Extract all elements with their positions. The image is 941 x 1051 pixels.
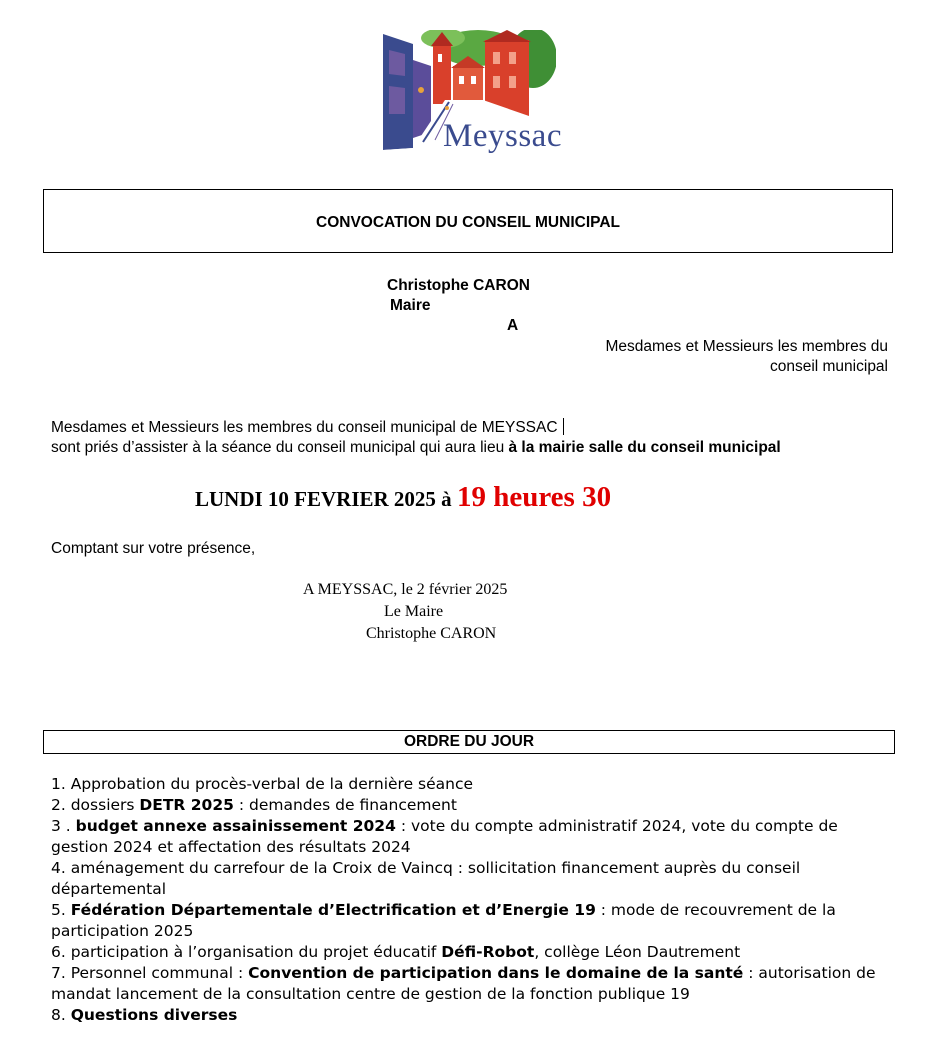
agenda-item bbox=[51, 774, 881, 795]
meeting-location: à la mairie salle du conseil municipal bbox=[508, 439, 781, 456]
closing-text: Comptant sur votre présence, bbox=[51, 540, 256, 557]
agenda-item-text: : demandes de financement bbox=[233, 796, 457, 814]
sender-name: Christophe CARON bbox=[387, 277, 530, 294]
agenda-item bbox=[51, 942, 881, 963]
agenda-item bbox=[51, 795, 881, 816]
agenda-item-bold: Questions diverses bbox=[70, 1006, 238, 1024]
agenda-list bbox=[51, 774, 881, 1026]
recipient-line-2: conseil municipal bbox=[769, 358, 888, 375]
body-line-1-text: Mesdames et Messieurs les membres du conseil municipal de MEYSSAC bbox=[51, 419, 558, 436]
agenda-item-bold: budget annexe assainissement 2024 bbox=[75, 817, 396, 835]
agenda-item bbox=[51, 963, 881, 1005]
agenda-heading: ORDRE DU JOUR bbox=[403, 733, 535, 750]
agenda-item bbox=[51, 816, 881, 858]
agenda-item-prefix: 2. dossiers bbox=[51, 796, 140, 814]
agenda-item-text: aménagement du carrefour de la Croix de Vaincq : sollicitation financement auprès du conseil départemental bbox=[51, 859, 801, 898]
agenda-item-text: : mode de recouvrement de la participation 2025 bbox=[51, 901, 836, 940]
body-line-2-text: sont priés d’assister à la séance du conseil municipal qui aura lieu bbox=[51, 439, 509, 456]
agenda-item-text: , collège Léon Dautrement bbox=[534, 943, 741, 961]
agenda-item-text: : vote du compte administratif 2024, vote du compte de gestion 2024 et affectation des résultats 2024 bbox=[51, 817, 838, 856]
text-cursor bbox=[563, 418, 565, 435]
title-box bbox=[43, 189, 893, 253]
document-title: CONVOCATION DU CONSEIL MUNICIPAL bbox=[316, 214, 620, 231]
recipient-line-1: Mesdames et Messieurs les membres du bbox=[605, 338, 888, 355]
agenda-item-text: : autorisation de mandat lancement de la consultation centre de gestion de la fonction publique 19 bbox=[51, 964, 876, 1003]
agenda-item-prefix: 1. bbox=[51, 775, 71, 793]
signature-role: Le Maire bbox=[384, 603, 444, 620]
body-line-1 bbox=[51, 418, 564, 437]
signature-place-date: A MEYSSAC, le 2 février 2025 bbox=[303, 581, 508, 598]
agenda-item-text: Approbation du procès-verbal de la dernière séance bbox=[70, 775, 474, 793]
meeting-time: 19 heures 30 bbox=[456, 481, 612, 513]
agenda-item-prefix: 3 . bbox=[51, 817, 76, 835]
agenda-item-bold: Fédération Départementale d’Electrification et d’Energie 19 bbox=[70, 901, 596, 919]
agenda-item-prefix: 5. bbox=[51, 901, 71, 919]
agenda-item-bold: Défi-Robot bbox=[441, 943, 535, 961]
agenda-item-prefix: 4. bbox=[51, 859, 71, 877]
agenda-item bbox=[51, 858, 881, 900]
agenda-item bbox=[51, 1005, 881, 1026]
signature-name: Christophe CARON bbox=[366, 625, 497, 642]
agenda-item-prefix: 6. participation à l’organisation du projet éducatif bbox=[51, 943, 442, 961]
meyssac-logo bbox=[383, 30, 562, 154]
agenda-item-bold: DETR 2025 bbox=[139, 796, 234, 814]
meeting-datetime bbox=[195, 481, 611, 514]
body-line-2 bbox=[51, 439, 781, 457]
to-word: A bbox=[507, 317, 519, 334]
agenda-heading-box bbox=[43, 730, 895, 754]
agenda-item-bold: Convention de participation dans le domaine de la santé bbox=[248, 964, 744, 982]
meeting-date: LUNDI 10 FEVRIER 2025 à bbox=[195, 487, 457, 511]
sender-role: Maire bbox=[390, 297, 431, 314]
agenda-item-prefix: 7. Personnel communal : bbox=[51, 964, 249, 982]
logo-wordmark: Meyssac bbox=[443, 118, 562, 154]
agenda-item-prefix: 8. bbox=[51, 1006, 71, 1024]
agenda-item bbox=[51, 900, 881, 942]
